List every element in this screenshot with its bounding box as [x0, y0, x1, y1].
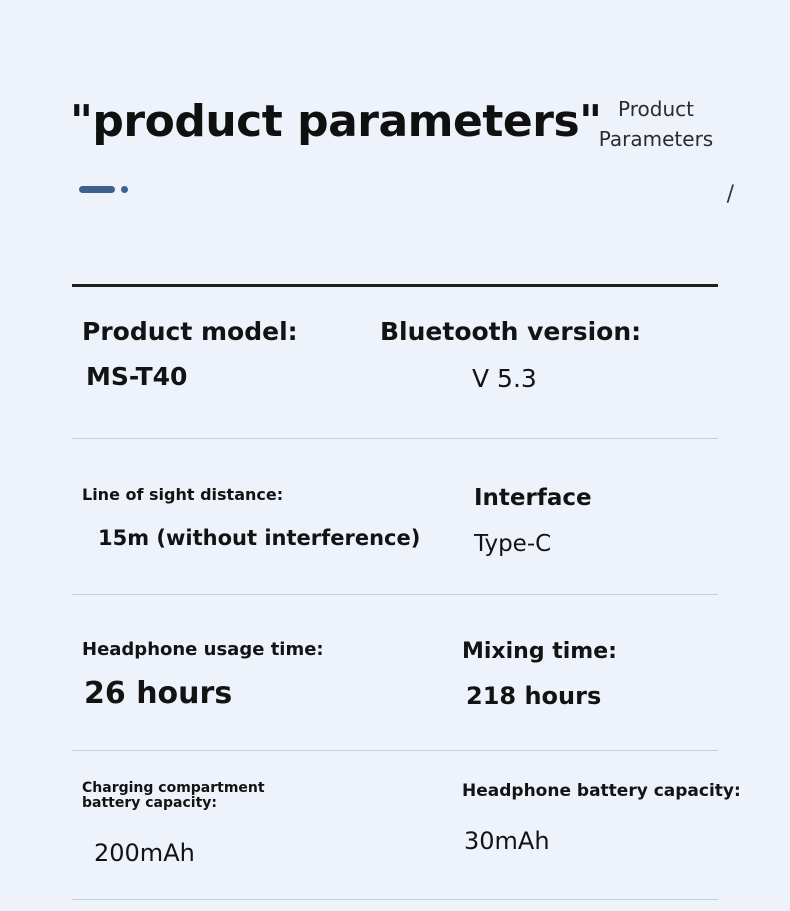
param-value: 200mAh — [94, 839, 195, 867]
param-label: Interface — [474, 485, 592, 511]
param-label: Headphone battery capacity: — [462, 781, 741, 801]
param-cell-interface — [472, 485, 718, 557]
page-subtitle-line2: Parameters — [598, 127, 714, 151]
param-cell-product-model — [72, 317, 372, 391]
param-cell-headphone-usage-time — [72, 639, 462, 711]
param-value: 15m (without interference) — [98, 526, 421, 550]
dash-dot-icon — [121, 186, 128, 193]
parameters-table — [72, 284, 741, 900]
param-value: Type-C — [474, 531, 552, 557]
slash-decoration: / — [726, 182, 734, 207]
param-cell-line-of-sight-distance — [72, 485, 472, 550]
table-row — [72, 595, 718, 750]
page-subtitle — [576, 94, 736, 154]
page-header — [0, 0, 790, 151]
page-title: "product parameters" — [70, 96, 602, 147]
param-value: 218 hours — [466, 682, 602, 710]
param-value: V 5.3 — [472, 364, 537, 393]
param-value: 26 hours — [84, 676, 233, 711]
table-row — [72, 439, 718, 594]
param-value: 30mAh — [464, 827, 550, 855]
param-label: Headphone usage time: — [82, 639, 324, 660]
table-row — [72, 287, 718, 438]
param-cell-bluetooth-version — [372, 317, 718, 393]
param-label: Line of sight distance: — [82, 485, 284, 504]
param-cell-headphone-battery-capacity — [462, 781, 741, 855]
accent-dash-decoration — [79, 186, 128, 193]
table-row — [72, 751, 741, 899]
param-label: Bluetooth version: — [380, 317, 642, 346]
table-divider — [72, 899, 718, 900]
param-value: MS-T40 — [86, 362, 188, 391]
param-cell-mixing-time — [462, 639, 718, 710]
param-label: Mixing time: — [462, 639, 617, 664]
param-label: Charging compartment battery capacity: — [82, 780, 265, 811]
dash-bar-icon — [79, 186, 115, 193]
param-label: Product model: — [82, 317, 298, 346]
param-cell-charging-compartment-battery-capacity — [72, 781, 462, 867]
page-subtitle-line1: Product — [618, 97, 694, 121]
